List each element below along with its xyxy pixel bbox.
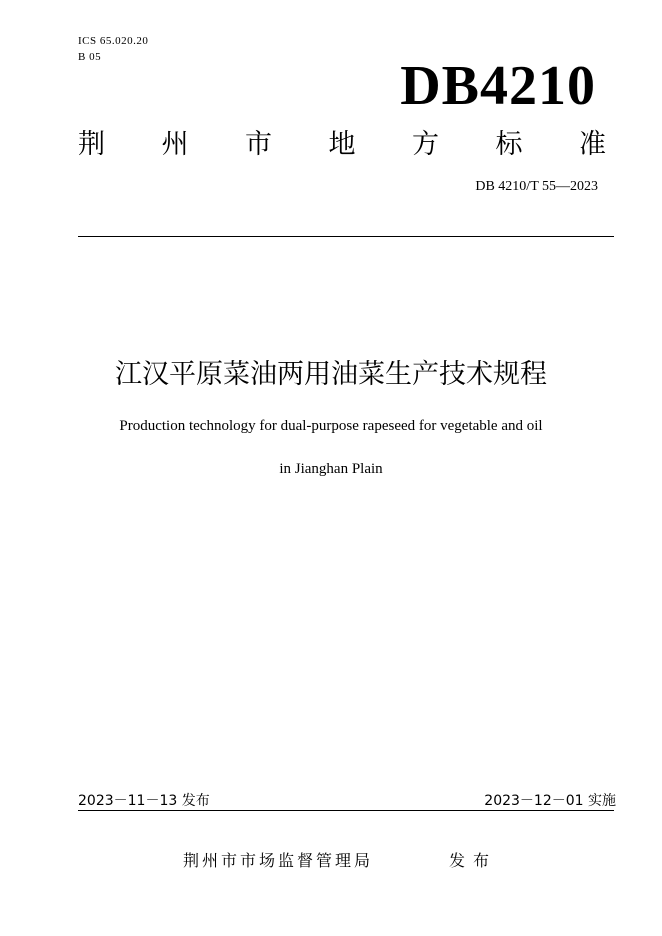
standard-type-char: 荆 [78, 129, 105, 160]
document-title-chinese: 江汉平原菜油两用油菜生产技术规程 [115, 359, 547, 390]
publish-date: 2023－11－13 发布 [78, 793, 210, 809]
implement-date: 2023－12－01 实施 [484, 793, 616, 809]
standard-type-char: 市 [245, 129, 272, 160]
issuing-authority: 荆州市市场监督管理局 [183, 851, 374, 870]
standard-type-char: 方 [412, 129, 439, 160]
standard-type-char: 州 [161, 129, 189, 160]
header-divider [78, 236, 614, 237]
standard-type-char: 标 [495, 129, 523, 160]
classification-codes [78, 33, 148, 65]
ccs-code: B 05 [78, 51, 102, 63]
standard-type [78, 128, 606, 162]
standard-number: DB 4210/T 55—2023 [475, 179, 598, 194]
standard-prefix: DB4210 [400, 55, 596, 117]
footer-divider [78, 810, 614, 811]
document-title-english-line2: in Jianghan Plain [279, 461, 383, 477]
standard-type-char: 地 [328, 129, 356, 160]
ics-code: ICS 65.020.20 [78, 35, 149, 47]
standard-type-char: 准 [579, 129, 606, 160]
issue-label: 发布 [449, 851, 498, 870]
document-title-english-line1: Production technology for dual-purpose rapeseed for vegetable and oil [119, 418, 543, 434]
